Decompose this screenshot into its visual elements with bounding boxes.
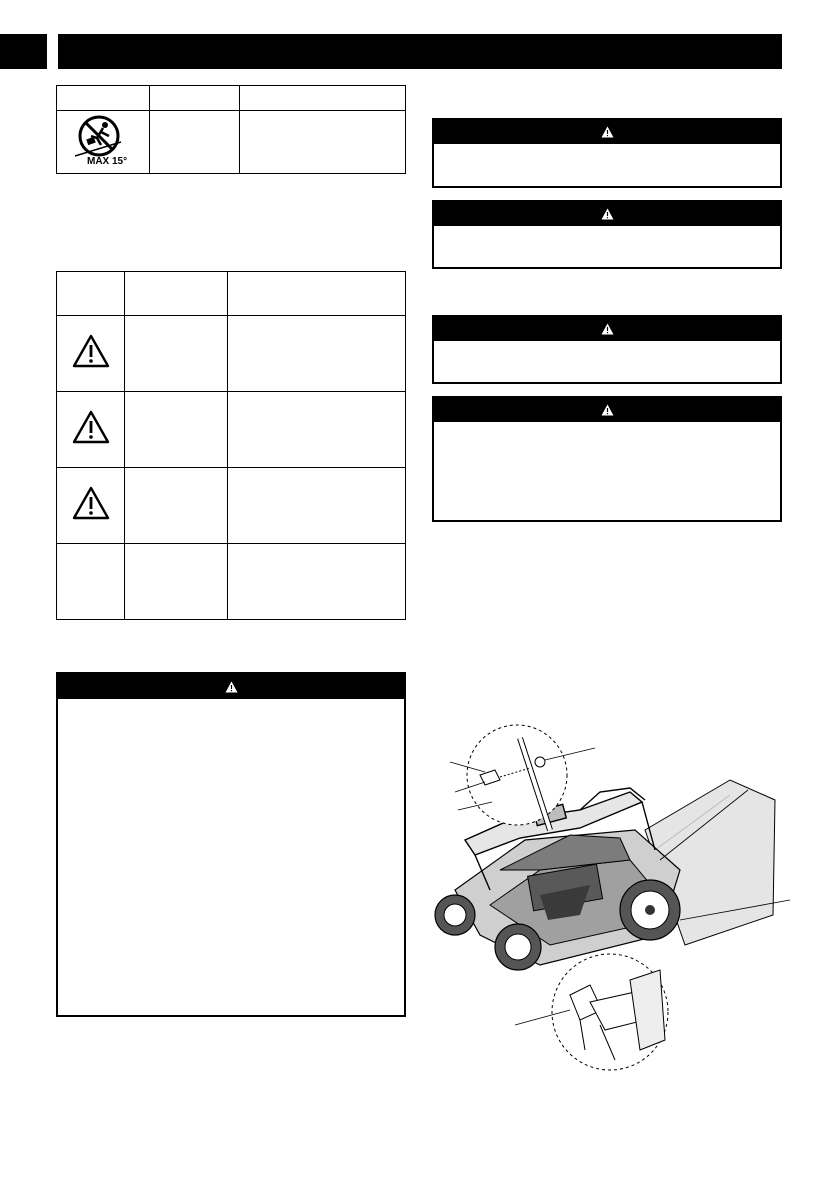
detail-callout-bottom [515,954,668,1070]
warning-triangle-icon [601,126,614,138]
slope-pictogram-label: MAX 15° [87,155,128,167]
symbols-cell-name [150,111,240,174]
symbols-header-cell-2 [150,86,240,111]
hazard-row-2-icon-cell [57,392,125,468]
warning-box-1 [432,118,782,188]
lawn-mower-assembly-illustration [430,720,810,1075]
hazard-row-2-meaning [228,392,406,468]
hazard-row-3-meaning [228,468,406,544]
header-bar [58,34,782,69]
warning-box-3 [432,315,782,384]
symbols-table [56,85,406,174]
slope-pictogram-cell [57,111,150,174]
warning-box-2 [432,200,782,269]
warning-box-header [434,398,780,422]
symbols-header-cell-3 [240,86,406,111]
hazard-row-4-meaning [228,544,406,620]
warning-box-4 [432,396,782,522]
hazard-row-1-icon-cell [57,316,125,392]
symbols-header-cell-1 [57,86,150,111]
hazard-row-4-icon-cell [57,544,125,620]
hazard-row-3-word [125,468,228,544]
warning-box-header [434,317,780,341]
hazard-header-cell-1 [57,272,125,316]
hazard-header-cell-2 [125,272,228,316]
warning-triangle-icon [601,323,614,335]
warning-triangle-icon [225,681,238,693]
warning-triangle-icon [601,208,614,220]
warning-triangle-icon [71,409,111,445]
hazard-row-2-word [125,392,228,468]
hazard-header-cell-3 [228,272,406,316]
warning-triangle-icon [601,404,614,416]
hazard-row-4-word [125,544,228,620]
slope-warning-icon [63,112,143,168]
symbols-cell-meaning [240,111,406,174]
warning-box-header [58,674,404,699]
warning-box-header [434,120,780,144]
warning-triangle-icon [71,333,111,369]
hazard-row-3-icon-cell [57,468,125,544]
hazard-table [56,271,406,620]
warning-box-large [56,672,406,1017]
hazard-row-1-meaning [228,316,406,392]
hazard-row-1-word [125,316,228,392]
page-tab [0,34,47,69]
warning-triangle-icon [71,485,111,521]
warning-box-header [434,202,780,226]
